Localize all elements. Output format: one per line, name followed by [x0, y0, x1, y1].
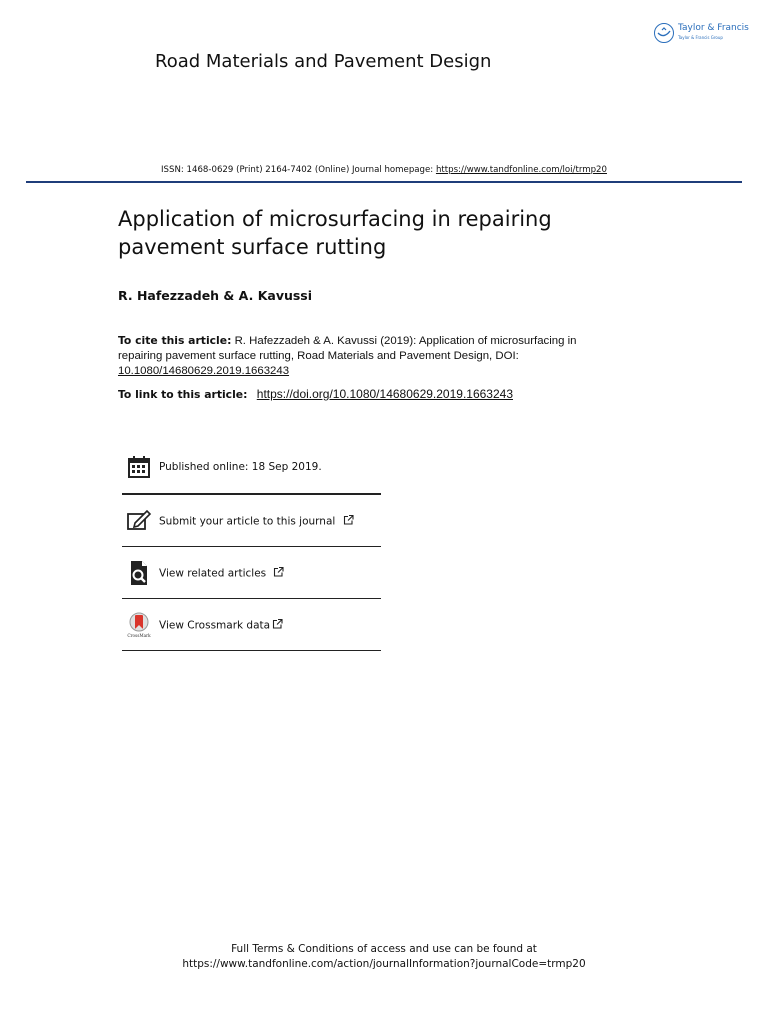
crossmark-icon — [126, 612, 152, 638]
journal-homepage-link[interactable]: https://www.tandfonline.com/loi/trmp20 — [435, 165, 607, 175]
cite-label: To cite this article: — [118, 334, 232, 347]
cite-doi-link[interactable]: 10.1080/14680629.2019.1663243 — [118, 364, 290, 377]
article-doi-link[interactable]: https://doi.org/10.1080/14680629.2019.1663243 — [256, 387, 513, 401]
edit-icon — [126, 508, 152, 534]
related-articles-label: View related articles — [159, 567, 267, 579]
external-link-icon — [343, 514, 354, 525]
submit-article-label: Submit your article to this journal — [159, 515, 336, 527]
related-articles-link[interactable] — [159, 566, 284, 579]
related-articles-item[interactable] — [122, 547, 381, 599]
issn-line — [0, 165, 768, 175]
crossmark-item[interactable] — [122, 599, 381, 651]
footer — [0, 942, 768, 972]
article-link-block — [118, 387, 513, 401]
crossmark-link[interactable] — [159, 618, 283, 631]
citation-block — [118, 334, 598, 378]
submit-article-item[interactable] — [122, 495, 381, 547]
header-divider — [26, 181, 742, 183]
journal-title: Road Materials and Pavement Design — [155, 51, 492, 72]
crossmark-icon-text: CrossMark — [127, 632, 151, 638]
article-authors: R. Hafezzadeh & A. Kavussi — [118, 288, 313, 303]
article-title: Application of microsurfacing in repairing pavement surface rutting — [118, 207, 552, 259]
submit-article-link[interactable] — [159, 514, 354, 527]
published-online-item — [122, 440, 381, 495]
publisher-group: Taylor & Francis Group — [678, 35, 723, 40]
link-label: To link to this article: — [118, 388, 248, 401]
published-online-label: Published online: 18 Sep 2019. — [159, 460, 322, 473]
footer-terms-text: Full Terms & Conditions of access and use can be found at — [231, 943, 537, 955]
issn-text: ISSN: 1468-0629 (Print) 2164-7402 (Online) Journal homepage: — [161, 165, 434, 175]
cite-text: R. Hafezzadeh & A. Kavussi (2019): Application of microsurfacing in repairing pavement surface rutting, Road Materials and Pavement Design, DOI: — [118, 335, 577, 362]
footer-terms-link[interactable]: https://www.tandfonline.com/action/journalInformation?journalCode=trmp20 — [182, 958, 586, 970]
document-search-icon — [126, 560, 152, 586]
publisher-logo[interactable] — [654, 22, 754, 48]
external-link-icon — [272, 618, 283, 629]
calendar-icon — [126, 454, 152, 480]
taylor-francis-logo-icon — [654, 23, 674, 43]
external-link-icon — [273, 566, 284, 577]
article-actions — [122, 440, 381, 651]
crossmark-label: View Crossmark data — [159, 619, 271, 631]
publisher-name: Taylor & Francis — [678, 23, 749, 33]
